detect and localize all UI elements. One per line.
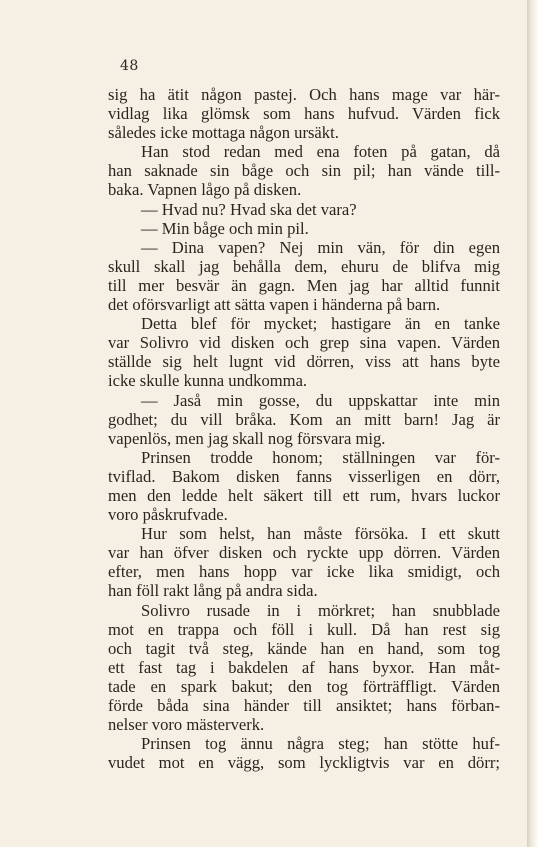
- text-line: — Hvad nu? Hvad ska det vara?: [141, 199, 357, 219]
- text-line: godhet; du vill bråka. Kom an mitt barn! Jag är: [108, 409, 500, 429]
- body-text: [108, 85, 500, 772]
- text-line: efter, men hans hopp var icke lika smidigt, och: [108, 562, 500, 582]
- text-line: — Jaså min gosse, du uppskattar inte min: [141, 390, 500, 410]
- text-line: han saknade sin båge och sin pil; han vände till-: [108, 161, 500, 181]
- text-line: således icke mottaga någon ursäkt.: [108, 123, 339, 143]
- text-line: men den ledde helt säkert till ett rum, hvars luckor: [108, 485, 500, 505]
- page-number: 48: [120, 58, 139, 74]
- text-line: var Solivro vid disken och grep sina vapen. Värden: [108, 333, 500, 353]
- text-line: Solivro rusade in i mörkret; han snubblade: [141, 600, 500, 620]
- text-line: baka. Vapnen lågo på disken.: [108, 180, 302, 200]
- text-line: — Dina vapen? Nej min vän, för din egen: [141, 237, 500, 257]
- text-line: Prinsen trodde honom; ställningen var för-: [141, 447, 500, 467]
- text-line: ett fast tag i bakdelen af hans byxor. Han måt-: [108, 657, 500, 677]
- text-line: voro påskrufvade.: [108, 505, 228, 525]
- text-line: Detta blef för mycket; hastigare än en tanke: [141, 314, 500, 334]
- text-line: förde båda sina händer till ansiktet; hans förban-: [108, 696, 500, 715]
- text-line: skull skall jag behålla dem, ehuru de blifva mig: [108, 256, 500, 276]
- text-line: vidlag lika glömsk som hans hufvud. Värden fick: [108, 104, 500, 124]
- page-edge: [527, 0, 539, 847]
- text-line: tviflad. Bakom disken fanns visserligen en dörr,: [108, 466, 500, 486]
- text-line: ställde sig helt lugnt vid dörren, viss att hans byte: [108, 352, 500, 372]
- text-line: och tagit två steg, kände han en hand, som tog: [108, 638, 500, 658]
- text-line: Prinsen tog ännu några steg; han stötte huf-: [141, 734, 500, 754]
- text-line: Hur som helst, han måste försöka. I ett skutt: [141, 524, 500, 544]
- text-line: Han stod redan med ena foten på gatan, då: [141, 142, 500, 162]
- text-line: vudet mot en vägg, som lyckligtvis var en dörr;: [108, 753, 500, 773]
- text-line: vapenlös, men jag skall nog försvara mig.: [108, 428, 386, 448]
- text-line: icke skulle kunna undkomma.: [108, 371, 308, 391]
- text-line: sig ha ätit någon pastej. Och hans mage var här-: [108, 85, 500, 104]
- text-line: till mer besvär än gagn. Men jag har alltid funnit: [108, 275, 500, 295]
- text-line: var han öfver disken och ryckte upp dörren. Värden: [108, 543, 500, 563]
- text-line: — Min båge och min pil.: [141, 218, 309, 238]
- text-line: han föll rakt lång på andra sida.: [108, 581, 318, 601]
- text-line: nelser voro mästerverk.: [108, 715, 265, 735]
- text-line: tade en spark bakut; den tog förträffligt. Värden: [108, 676, 500, 696]
- text-line: mot en trappa och föll i kull. Då han rest sig: [108, 619, 500, 639]
- text-line: det oförsvarligt att sätta vapen i händerna på barn.: [108, 295, 441, 315]
